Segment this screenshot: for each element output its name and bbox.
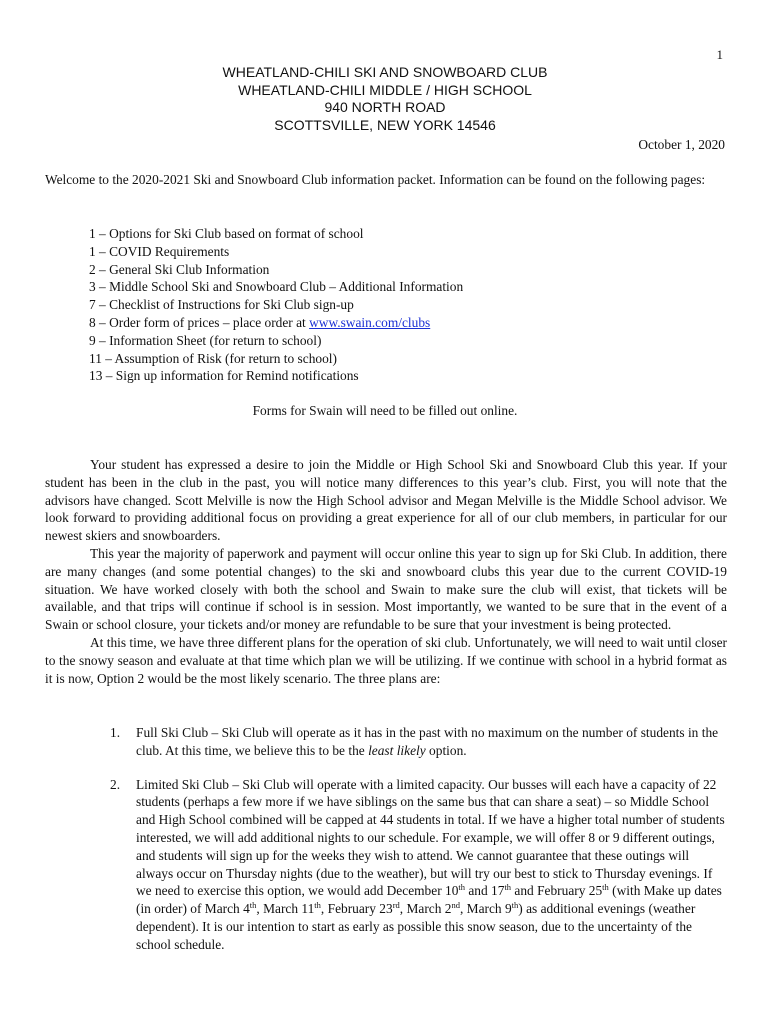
toc-item: 9 – Information Sheet (for return to school) <box>89 332 322 348</box>
plan-text: , March 2 <box>399 901 452 917</box>
plans-list <box>110 724 725 954</box>
plan-text: (with Make up dates (in order) of March 4 <box>136 883 722 917</box>
club-name: WHEATLAND-CHILI SKI AND SNOWBOARD CLUB <box>222 64 548 80</box>
plan-item-full-ski-club <box>110 724 725 760</box>
ordinal-suffix: nd <box>451 900 460 911</box>
school-name: WHEATLAND-CHILI MIDDLE / HIGH SCHOOL <box>238 81 532 98</box>
toc-item-order-form <box>89 314 709 332</box>
letter-date: October 1, 2020 <box>638 137 725 152</box>
plan-text: Full Ski Club – Ski Club will operate as it has in the past with no maximum on the number of students in the club. At this time, we believe this to be the <box>136 725 719 758</box>
body-paragraph: This year the majority of paperwork and payment will occur online this year to sign up for Ski Club. In addition, there are many changes (and some potential changes) to the ski and snowboard clubs this year due to the current COVID-19 situation. We have worked closely with both the school and Swain to make sure the club will exist, that tickets will be available, and that trips will continue if school is in session. Most importantly, we wanted to be sure that in the event of a Swain or school closure, your tickets and/or money are refundable to be sure that your investment is being protected. <box>45 545 727 633</box>
body-paragraph: At this time, we have three different plans for the operation of ski club. Unfortunately, we will need to wait until closer to the snowy season and evaluate at that time which plan we will be utilizing. If we continue with school in a hybrid format as it is now, Option 2 would be the most likely scenario. The three plans are: <box>45 634 727 686</box>
toc-item: 2 – General Ski Club Information <box>89 261 270 277</box>
city-state-zip: SCOTTSVILLE, NEW YORK 14546 <box>274 116 496 133</box>
forms-note: Forms for Swain will need to be filled out online. <box>252 403 518 418</box>
ordinal-suffix: th <box>314 900 321 911</box>
ordinal-suffix: th <box>458 882 466 893</box>
toc-item: 3 – Middle School Ski and Snowboard Club – Additional Information <box>89 279 464 295</box>
letter-body <box>45 456 727 687</box>
toc-item: 11 – Assumption of Risk (for return to school) <box>89 350 337 366</box>
plan-number: 1. <box>110 725 121 740</box>
ordinal-suffix: th <box>511 900 519 911</box>
plan-text: and February 25 <box>511 883 603 899</box>
plan-text: and 17 <box>465 883 505 899</box>
plan-text: , March 9 <box>459 901 512 917</box>
plan-text: ) as additional evenings (weather dependent). It is our intention to start as early as possible this snow season, due to the uncertainty of the school schedule. <box>136 901 696 952</box>
toc-item: 1 – Options for Ski Club based on format of school <box>89 226 364 241</box>
table-of-contents <box>89 225 709 385</box>
plan-text: , February 23 <box>320 901 393 917</box>
plan-text: option. <box>425 742 467 758</box>
toc-item: 13 – Sign up information for Remind notifications <box>89 368 359 384</box>
swain-clubs-link[interactable]: www.swain.com/clubs <box>309 314 431 330</box>
plan-item-limited-ski-club <box>110 776 725 954</box>
ordinal-suffix: th <box>504 882 512 893</box>
letterhead <box>0 64 770 134</box>
plan-text: , March 11 <box>256 901 315 917</box>
ordinal-suffix: th <box>249 900 257 911</box>
toc-item: 7 – Checklist of Instructions for Ski Club sign-up <box>89 297 354 313</box>
ordinal-suffix: rd <box>392 900 400 911</box>
plan-text: Limited Ski Club – Ski Club will operate with a limited capacity. Our busses will each have a capacity of 22 students (perhaps a few more if we have siblings on the same bus that can share a seat) – so Middle School and High School combined will be capped at 44 students in total. If we have a higher total number of students interested, we will add additional nights to our schedule. For example, we will offer 8 or 9 different outings, and students will sign up for the weeks they wish to attend. We cannot guarantee that these outings will always occur on Thursday nights (due to the weather), but will try our best to stick to Thursday evenings. If we need to exercise this option, we would add December 10 <box>136 776 725 899</box>
ordinal-suffix: th <box>602 882 609 893</box>
intro-paragraph: Welcome to the 2020-2021 Ski and Snowboard Club information packet. Information can be found on the following pages: <box>45 172 706 187</box>
page-number: 1 <box>716 47 723 62</box>
toc-item-label: 8 – Order form of prices – place order at <box>89 314 310 330</box>
street-address: 940 NORTH ROAD <box>324 99 446 115</box>
plan-number: 2. <box>110 776 121 792</box>
toc-item: 1 – COVID Requirements <box>89 243 230 259</box>
plan-emphasis: least likely <box>368 742 426 758</box>
body-paragraph: Your student has expressed a desire to join the Middle or High School Ski and Snowboard Club this year. If your student has been in the club in the past, you will notice many differences to this year’s club. First, you will note that the advisors have changed. Scott Melville is now the High School advisor and Megan Melville is the Middle School advisor. We look forward to providing additional focus on providing a great experience for all of our club members, in particular for our newest skiers and snowboarders. <box>45 457 727 544</box>
